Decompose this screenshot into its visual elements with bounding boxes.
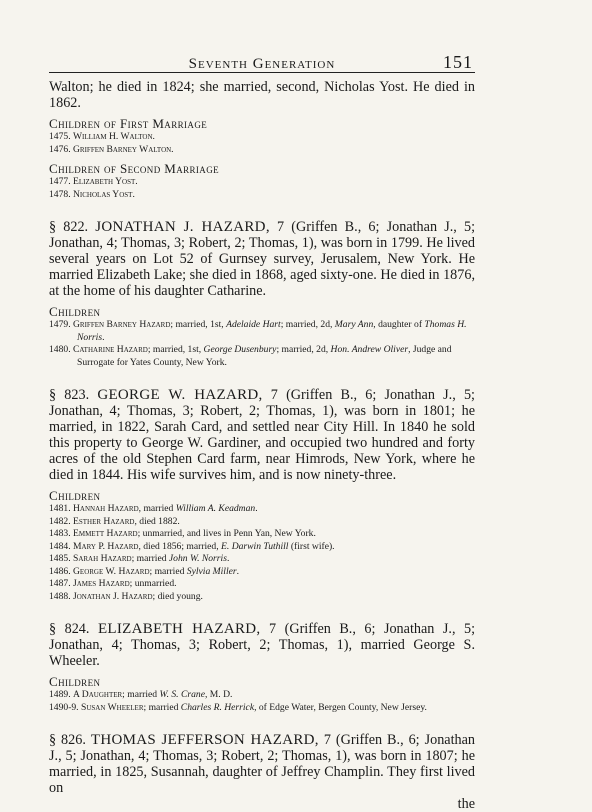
book-page [49, 52, 475, 812]
child-entry: 1484. Mary P. Hazard, died 1856; married, E. Darwin Tuthill (first wife). [49, 540, 335, 552]
section-826 [49, 732, 475, 812]
child-entry: 1483. Emmett Hazard; unmarried, and lives in Penn Yan, New York. [49, 528, 316, 539]
person-name: ELIZABETH HAZARD, [97, 621, 261, 637]
section-824-paragraph [49, 621, 475, 669]
second-marriage-heading: Children of Second Marriage [49, 161, 220, 176]
first-marriage-heading: Children of First Marriage [49, 116, 208, 131]
child-entry: 1485. Sarah Hazard; married John W. Norris. [49, 553, 230, 564]
page-number: 151 [443, 52, 473, 72]
child-entry: 1488. Jonathan J. Hazard; died young. [49, 590, 203, 602]
child-entry: 1487. James Hazard; unmarried. [49, 578, 177, 589]
section-824 [49, 621, 475, 714]
section-826-paragraph [49, 732, 475, 796]
child-entry: 1482. Esther Hazard, died 1882. [49, 515, 180, 527]
section-mark: § 824. [49, 621, 90, 637]
child-entry: 1480. Catharine Hazard; married, 1st, George Dusenbury; married, 2d, Hon. Andrew Oliver, Judge and Surrogate for Yates County, New York. [49, 344, 452, 368]
child-entry: 1475. William H. Walton. [49, 131, 155, 142]
children-heading: Children [49, 488, 101, 503]
children-heading: Children [49, 674, 101, 689]
child-entry: 1478. Nicholas Yost. [49, 188, 135, 200]
children-heading: Children [49, 304, 101, 319]
person-name: GEORGE W. HAZARD, [97, 387, 263, 403]
child-entry: 1490-9. Susan Wheeler; married Charles R. Herrick, of Edge Water, Bergen County, New Jersey. [49, 701, 427, 713]
child-entry: 1479. Griffen Barney Hazard; married, 1st, Adelaide Hart; married, 2d, Mary Ann, daughter of Thomas H. Norris. [49, 319, 467, 343]
child-entry: 1481. Hannah Hazard, married William A. Keadman. [49, 503, 258, 514]
biography-text: 7 (Griffen B., 6; Jonathan J., 5; Jonathan, 4; Thomas, 3; Robert, 2; Thomas, 1), was born in 1807; he married, in 1825, Susannah, daughter of Jeffrey Champlin. They first lived on [49, 732, 476, 796]
biography-text: 7 (Griffen B., 6; Jonathan J., 5; Jonathan, 4; Thomas, 3; Robert, 2; Thomas, 1), was born in 1801; he married, in 1822, Sarah Card, and settled near City Hill. In 1840 he sold this property to George W. Gardiner, and occupied two hundred and forty acres of the old Stephen Card farm, near Himrods, New York, where he died in 1844. His wife survives him, and is now ninety-three. [49, 387, 475, 483]
section-mark: § 823. [49, 387, 90, 403]
child-entry: 1489. A Daughter; married W. S. Crane, M. D. [49, 689, 233, 700]
section-mark: § 822. [49, 219, 89, 235]
continuation-paragraph: Walton; he died in 1824; she married, second, Nicholas Yost. He died in 1862. [49, 79, 475, 111]
child-entry: 1486. George W. Hazard; married Sylvia Miller. [49, 565, 240, 577]
child-entry: 1476. Griffen Barney Walton. [49, 143, 174, 155]
person-name: THOMAS JEFFERSON HAZARD, [90, 732, 319, 748]
section-823-paragraph [49, 387, 475, 483]
biography-text: 7 (Griffen B., 6; Jonathan J., 5; Jonathan, 4; Thomas, 3; Robert, 2; Thomas, 1), was born in 1799. He lived several years on Lot 52 of Gurnsey survey, Jerusalem, New York. He married Elizabeth Lake; she died in 1868, aged sixty-one. He died in 1876, at the home of his daughter Catharine. [49, 219, 476, 299]
section-822-paragraph [49, 219, 475, 299]
section-mark: § 826. [49, 732, 86, 748]
section-823 [49, 387, 475, 603]
running-head [49, 52, 475, 73]
person-name: JONATHAN J. HAZARD, [95, 219, 270, 235]
biography-text: 7 (Griffen B., 6; Jonathan J., 5; Jonathan, 4; Thomas, 3; Robert, 2; Thomas, 1), married George S. Wheeler. [49, 621, 476, 669]
section-822 [49, 219, 475, 369]
child-entry: 1477. Elizabeth Yost. [49, 176, 138, 187]
catchword: the [457, 796, 475, 812]
running-title: Seventh Generation [188, 56, 336, 72]
